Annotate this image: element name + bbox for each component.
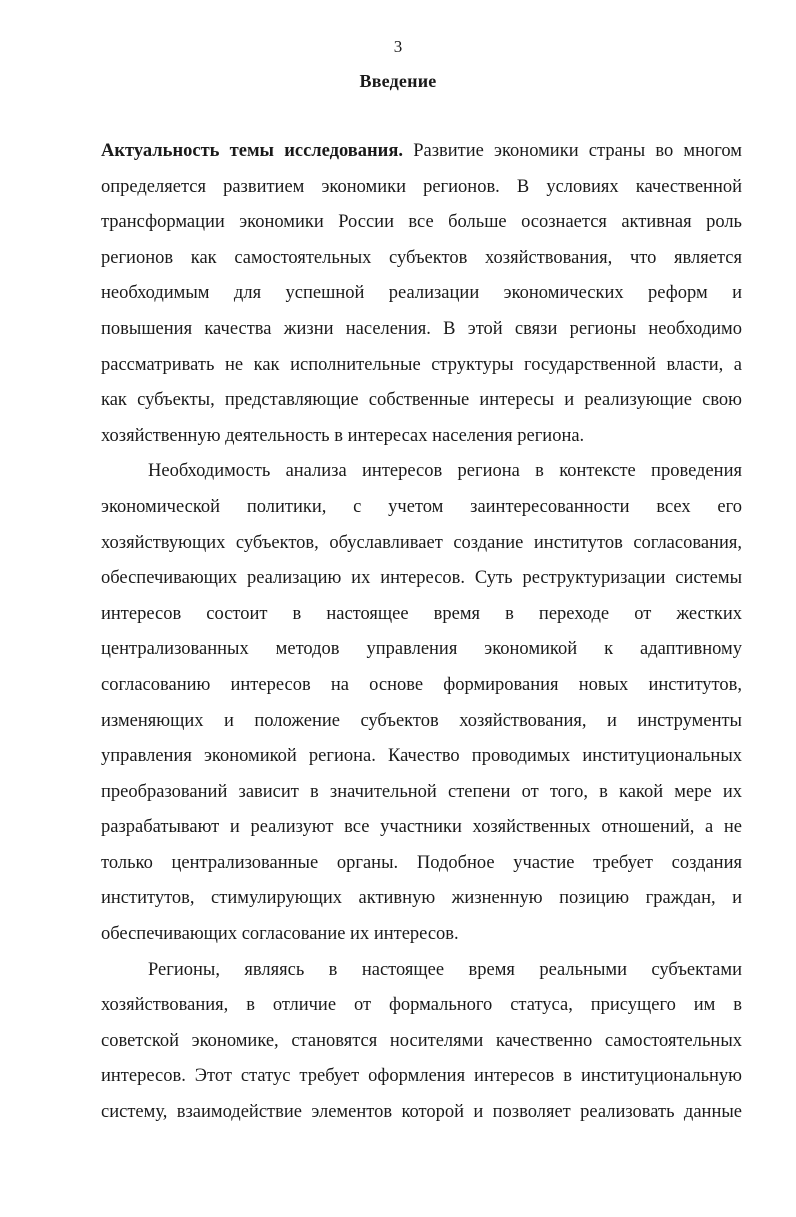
paragraph-line: советской экономике, становятся носителями качественно самостоятельных <box>101 1030 742 1051</box>
paragraph-line: централизованных методов управления экономикой к адаптивному <box>101 639 742 660</box>
paragraph-line: изменяющих и положение субъектов хозяйствования, и инструменты <box>101 710 742 731</box>
paragraph-line: рассматривать не как исполнительные структуры государственной власти, а <box>101 354 742 375</box>
paragraph-line: регионов как самостоятельных субъектов хозяйствования, что является <box>101 247 742 268</box>
paragraph-line: институтов, стимулирующих активную жизненную позицию граждан, и <box>101 888 742 909</box>
paragraph-line: интересов. Этот статус требует оформления интересов в институциональную <box>101 1066 742 1087</box>
paragraph-line: преобразований зависит в значительной степени от того, в какой мере их <box>101 781 742 802</box>
paragraph-line: Необходимость анализа интересов региона в контексте проведения <box>148 461 742 482</box>
paragraph-line: согласованию интересов на основе формирования новых институтов, <box>101 674 742 695</box>
paragraph-line: экономической политики, с учетом заинтересованности всех его <box>101 496 742 517</box>
paragraph-line: интересов состоит в настоящее время в переходе от жестких <box>101 603 742 624</box>
paragraph-line <box>101 134 742 170</box>
section-title: Введение <box>359 71 437 91</box>
paragraph-line: хозяйственную деятельность в интересах населения региона. <box>101 425 585 446</box>
paragraph-line: Регионы, являясь в настоящее время реальными субъектами <box>148 959 742 980</box>
paragraph-line: как субъекты, представляющие собственные интересы и реализующие свою <box>101 390 742 411</box>
document-body <box>101 134 742 1131</box>
paragraph-line: определяется развитием экономики регионов. В условиях качественной <box>101 176 742 197</box>
paragraph-necessity <box>101 454 742 952</box>
paragraph-line: хозяйствования, в отличие от формального статуса, присущего им в <box>101 995 742 1016</box>
paragraph-line: обеспечивающих согласование их интересов. <box>101 924 459 945</box>
paragraph-line: повышения качества жизни населения. В этой связи регионы необходимо <box>101 318 742 339</box>
page-number: 3 <box>393 37 403 56</box>
paragraph-regions <box>101 953 742 1131</box>
paragraph-line: управления экономикой региона. Качество проводимых институциональных <box>101 746 742 767</box>
paragraph-line-text: Развитие экономики страны во многом <box>402 141 743 161</box>
paragraph-relevance <box>101 134 742 454</box>
paragraph-line: только централизованные органы. Подобное участие требует создания <box>101 852 742 873</box>
paragraph-line: хозяйствующих субъектов, обуславливает создание институтов согласования, <box>101 532 742 553</box>
relevance-lead: Актуальность темы исследования. <box>101 141 403 161</box>
paragraph-line: разрабатывают и реализуют все участники хозяйственных отношений, а не <box>101 817 742 838</box>
paragraph-line: обеспечивающих реализацию их интересов. Суть реструктуризации системы <box>101 568 742 589</box>
paragraph-line: трансформации экономики России все больше осознается активная роль <box>101 212 742 233</box>
paragraph-line: систему, взаимодействие элементов которой и позволяет реализовать данные <box>101 1102 742 1123</box>
paragraph-line: необходимым для успешной реализации экономических реформ и <box>101 283 742 304</box>
